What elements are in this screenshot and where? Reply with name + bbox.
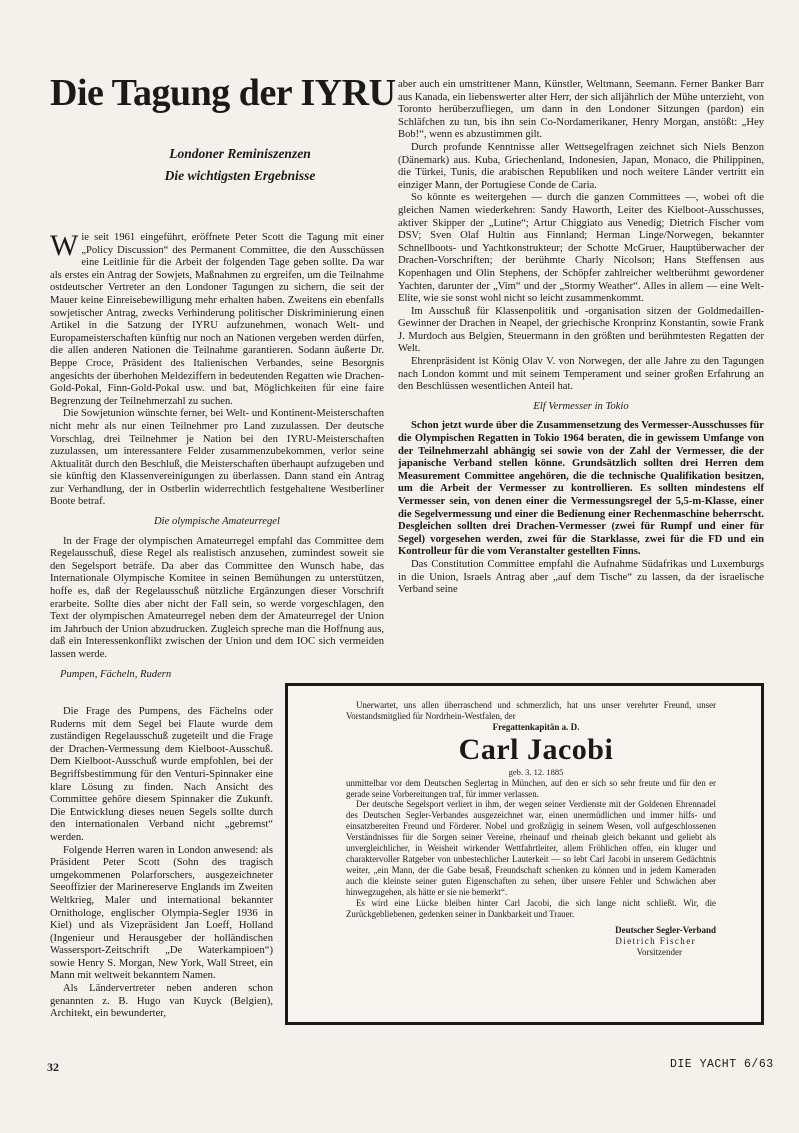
paragraph: So könnte es weitergehen — durch die ganzen Committees —, wobei oft die gleichen Namen wiederkehren: Sandy Haworth, Leiter des Kielboot-Ausschusses, aktiver Skipper der „Lutine“; Artur Chiggiato aus Venedig; Dietrich Fischer vom DSV; Sven Olaf Hultin aus Finnland; Herman Linge/Norwegen, bekannter Schnellboots- und Yachtkonstrukteur; der Schotte McGruer, Hauptüberwacher der Drachen-Vorschriften; der berühmte Charly Nicolson; Hans Steffensen aus Kopenhagen und Olin Stephens, der Schöpfer zahlreicher weltberühmt gewordener Yachten, darunter der „Vim“ und der „Stormy Weather“. Alles in allem — eine Welt-Elite, wie sie sonst wohl nicht so leicht zusammenkommt. (398, 192, 764, 305)
obituary-intro: Unerwartet, uns allen überraschend und schmerzlich, hat uns unser verehrter Freund, unser Vorstandsmitglied für Nordrhein-Westfalen, der (346, 700, 716, 721)
section-heading: Pumpen, Fächeln, Rudern (60, 668, 172, 680)
paragraph: Durch profunde Kenntnisse aller Wettsegelfragen zeichnet sich Niels Benzon (Dänemark) aus. Kuba, Griechenland, Indonesien, Japan, Monaco, die Philippinen, die Türkei, Tunis, die arabischen Republiken und noch weitere Länder vertritt ein einziger Mann, der Portugiese Conde de Caria. (398, 141, 764, 191)
paragraph: Im Ausschuß für Klassenpolitik und -organisation sitzen der Goldmedaillen-Gewinner der Drachen in Neapel, der griechische Kronprinz Konstantin, sowie Frank J. Murdoch aus Belgien, Steuermann in den größten und berühmtesten Regatten der Welt. (398, 305, 764, 355)
left-column (50, 229, 384, 688)
obituary-paragraph: Der deutsche Segelsport verliert in ihm, der wegen seiner Verdienste mit der Goldenen Ehrennadel des Deutschen Segler-Verbandes ausgezeichnet war, einen unermüdlichen und immer hilfs- und einsatzbereiten Freund und Förderer. Nobel und großzügig in seinem Wesen, voll aufgeschlossenen Verständnisses für die Sorgen seiner Vereine, rheinauf und rheinab gleich bekannt und geliebt als unvergleichlicher, in Weisheit wirkender Wettfahrtleiter, allem Fröhlichen offen, ein kluger und charaktervoller Ratgeber von unbestechlicher Lauterkeit — so lebt Carl Jacobi in unserem Gedächtnis weiter, „ein Mann, der die Gabe besaß, Freundschaft schenken zu können und in jedem Kameraden auch die kleinste seiner guten Eigenschaften zu sehen, über unsere Fehler und Schwächen aber hinwegzugehen, als hätte er sie nie bemerkt“. (346, 799, 716, 897)
right-column (398, 79, 764, 597)
paragraph: Als Ländervertreter neben anderen schon genannten z. B. Hugo van Kuyck (Belgien), Architekt, ein bewunderter, (50, 983, 273, 1020)
issue-label: DIE YACHT 6/63 (670, 1058, 774, 1071)
section-heading: Elf Vermesser in Tokio (533, 400, 629, 412)
left-narrow-column (50, 706, 273, 1021)
paragraph: Die Sowjetunion wünschte ferner, bei Welt- und Kontinent-Meisterschaften nicht mehr als nur einen Teilnehmer pro Land zuzulassen. Der deutsche Vorschlag, drei Teilnehmer je Nation bei den IYRU-Meisterschaften zuzulassen, um interessantere Felder zusammenzubekommen, verlor seine Aktualität durch den Beschluß, die Meisterschaften überhaupt aufzugeben und sie künftig den Klassenvereinigungen zu überlassen. Dann stand ein Antrag zur Verhandlung, der in Ostberlin widerrechtlich festgehaltene Westberliner Boote betraf. (50, 408, 384, 508)
obituary-paragraph: Es wird eine Lücke bleiben hinter Carl Jacobi, die sich lange nicht schließt. Wir, die Zurückgebliebenen, gedenken seiner in Dankbarkeit und Trauer. (346, 897, 716, 919)
page-number: 32 (47, 1060, 59, 1074)
obituary-content (346, 700, 716, 958)
obituary-rank: Fregattenkapitän a. D. (492, 721, 580, 732)
paragraph: aber auch ein umstrittener Mann, Künstler, Weltmann, Seemann. Ferner Banker Barr aus Kanada, ein liebenswerter alter Herr, der sich alljährlich der Mühe unterzieht, von Toronto herüberzufliegen, um dann in den Londoner Sitzungen (pardon) ein Schläfchen zu tun, bis ihn sein Co-Nordamerikaner, Henry Morgan, anstößt: „Hey Bob!“, wenn es abzustimmen gilt. (398, 79, 764, 141)
paragraph: Ehrenpräsident ist König Olav V. von Norwegen, der alle Jahre zu den Tagungen nach London kommt und mit seinem Temperament und seiner großen Erfahrung an den Beschlüssen wesentlichen Anteil hat. (398, 356, 764, 393)
paragraph: In der Frage der olympischen Amateurregel empfahl das Committee dem Regelausschuß, diese Regel als realistisch anzusehen, zumindest soweit sie den Segelsport beträfe. Da aber das Committee den Wunsch habe, das Internationale Olympische Komitee in seinen Bemühungen zu unterstützen, hoffe es, daß der Regelausschuß nützliche Ergänzungen dieser Vorschrift erarbeite. Sollte dies aber nicht der Fall sein, so werde vorgeschlagen, den Text der olympischen Amateurregel neben dem der Amateurregel der Union im Jahrbuch der Union abzudrucken. Zugleich spreche man die Hoffnung aus, daß ein Interessenkonflikt zwischen der Union und dem IOC sich vermeiden lassen werde. (50, 535, 384, 660)
obituary-signature (346, 925, 716, 958)
section-heading: Die olympische Amateurregel (154, 516, 280, 528)
drop-cap: W (50, 229, 79, 262)
obituary-paragraph: unmittelbar vor dem Deutschen Seglertag in München, auf den er sich so sehr freute und für den er gerade seine Vorbereitungen traf, für immer verlassen. (346, 777, 716, 799)
paragraph: Die Frage des Pumpens, des Fächelns oder Ruderns mit dem Segel bei Flaute wurde dem zuständigen Regelausschuß zugeteilt und die Frage der Drachen-Vermessung dem Kielboot-Ausschuß. Dem Kielboot-Ausschuß wurde empfohlen, bei der Begriffsbestimmung für den Venturi-Spinnaker eine klare Lösung zu finden. Nach Ansicht des Committee gehöre diesem Spinnaker die Zukunft. Die Entwicklung dieses neuen Segels sollte durch den internationalen Verband nicht „gebremst“ werden. (50, 706, 273, 843)
article-subtitle-2: Die wichtigsten Ergebnisse (164, 168, 316, 183)
obituary-birth-date: geb. 3. 12. 1885 (508, 766, 564, 777)
signature-person: Dietrich Fischer (615, 936, 696, 947)
paragraph: Folgende Herren waren in London anwesend: als Präsident Peter Scott (Sohn des tragisch umgekommenen Polarforschers, ausgezeichneter Seeoffizier der Marinereserve Englands im Zweiten Weltkrieg, Maler und international bekannter Ornithologe, englischer Olympia-Segler 1936 in Kiel) und als Vizepräsident Jan Loeff, Holland (Ingenieur und Herausgeber der holländischen Wassersport-Zeitschrift „De Waterkampioen“) sowie Henry S. Morgan, New York, Wall Street, ein Mann mit weltweit bekanntem Namen. (50, 844, 273, 982)
signature-organization: Deutscher Segler-Verband (615, 925, 716, 936)
paragraph: Schon jetzt wurde über die Zusammensetzung des Vermesser-Ausschusses für die Olympischen Regatten in Tokio 1964 beraten, die in gewissem Umfange von der Teilnehmerzahl abhängig sei sowie von der Zahl der Vermesser, die der japanische Verband stellen könne. Grundsätzlich sollten drei Herren dem Measurement Committee angehören, die die technische Qualifikation besitzen, um die Arbeit der Vermesser zu kontrollieren. Es sollten mindestens elf Vermesser sein, von denen einer die Vermessungsregel der 5,5-m-Klasse, einer die Segelvermessung und einer die Bedienung einer Rechenmaschine beherrscht. Desgleichen sollten drei Drachen-Vermesser (zwei für Rumpf und einer für Segel) vorgesehen werden, zwei für die Starklasse, zwei für die FD und ein Kontrolleur für die vom Veranstalter gestellten Finns. (398, 420, 764, 558)
obituary-notice (285, 683, 764, 1025)
article-subtitle-1: Londoner Reminiszenzen (169, 146, 311, 161)
paragraph: Das Constitution Committee empfahl die Aufnahme Südafrikas und Luxemburgs in die Union, Israels Antrag aber „auf dem Tische“ zu lassen, da der israelische Verband seine (398, 558, 764, 596)
signature-role: Vorsitzender (636, 947, 682, 958)
paragraph: Wie seit 1961 eingeführt, eröffnete Peter Scott die Tagung mit einer „Policy Discussion“ des Permanent Committee, die den Ausschüssen eine Leitlinie für die Arbeit der folgenden Tage geben sollte. Da war als erstes ein Antrag der Sowjets, Maßnahmen zu ergreifen, um die Teilnahme ostdeutscher Vertreter an den Londoner Tagungen zu sichern, die seit der Mauer keine Einreisebewilligung mehr erhalten haben. Zweitens ein ebenfalls sowjetischer Antrag, zwecks Verhinderung politischer Diskriminierung einen Artikel in die Satzung der IYRU aufzunehmen, wonach Welt- und Europameisterschaften künftig nur noch an Nationen vergeben werden dürfen, die allen anderen Nationen die Teilnahme garantieren. Sodann äußerte Dr. Beppe Croce, Präsident des Italienischen Verbandes, seine Besorgnis angesichts der überhohen Meldeziffern in bedeutenden Regatten wie Drachen-Gold-Pokal, Finn-Gold-Pokal usw. und bat, Möglichkeiten für eine faire Begrenzung der Teilnehmerzahl zu suchen. (50, 229, 384, 407)
obituary-name: Carl Jacobi (458, 732, 614, 766)
article-title: Die Tagung der IYRU (50, 72, 396, 114)
